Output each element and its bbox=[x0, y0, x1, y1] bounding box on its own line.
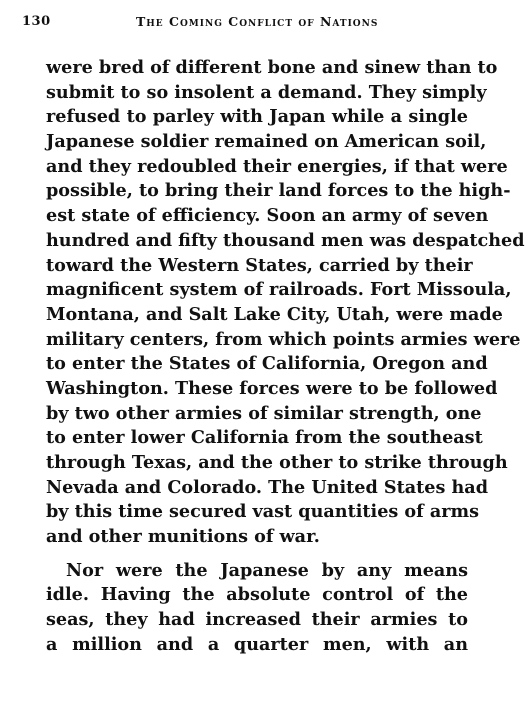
text-line: idle. Having the absolute control of the bbox=[46, 584, 468, 606]
text-line: seas, they had increased their armies to bbox=[46, 609, 468, 631]
text-line: a million and a quarter men, with an bbox=[46, 633, 468, 655]
text-line: to enter lower California from the southeast bbox=[46, 427, 483, 449]
text-line: and other munitions of war. bbox=[46, 526, 320, 548]
text-line: magnificent system of railroads. Fort Missoula, bbox=[46, 279, 512, 301]
text-line: military centers, from which points armies were bbox=[46, 328, 521, 350]
running-title: The Coming Conflict of Nations bbox=[136, 14, 379, 29]
text-line: and they redoubled their energies, if that were bbox=[46, 155, 508, 177]
text-line: to enter the States of California, Oregon and bbox=[46, 353, 488, 375]
text-line: Nevada and Colorado. The United States had bbox=[46, 476, 488, 498]
text-line: Washington. These forces were to be followed bbox=[46, 377, 498, 399]
text-line: were bred of different bone and sinew than to bbox=[46, 57, 498, 78]
text-line: Nor were the Japanese by any means bbox=[66, 559, 468, 581]
body-text bbox=[46, 56, 525, 658]
text-line: submit to so insolent a demand. They simply bbox=[46, 81, 487, 103]
page-header bbox=[22, 14, 482, 36]
page-number: 130 bbox=[22, 14, 51, 29]
text-line: by two other armies of similar strength, one bbox=[46, 402, 482, 424]
text-line: hundred and fifty thousand men was despatched bbox=[46, 229, 525, 251]
paragraph bbox=[46, 559, 468, 658]
text-line: by this time secured vast quantities of arms bbox=[46, 501, 480, 523]
text-line: Japanese soldier remained on American soil, bbox=[46, 131, 487, 153]
text-line: Montana, and Salt Lake City, Utah, were made bbox=[46, 303, 503, 325]
text-line: through Texas, and the other to strike through bbox=[46, 452, 508, 473]
text-line: toward the Western States, carried by their bbox=[46, 254, 473, 276]
paragraph bbox=[46, 56, 525, 550]
text-line: refused to parley with Japan while a single bbox=[46, 106, 468, 128]
text-line: possible, to bring their land forces to the high- bbox=[46, 180, 511, 202]
text-line: est state of efficiency. Soon an army of seven bbox=[46, 205, 489, 227]
paragraph-gap bbox=[46, 550, 468, 559]
